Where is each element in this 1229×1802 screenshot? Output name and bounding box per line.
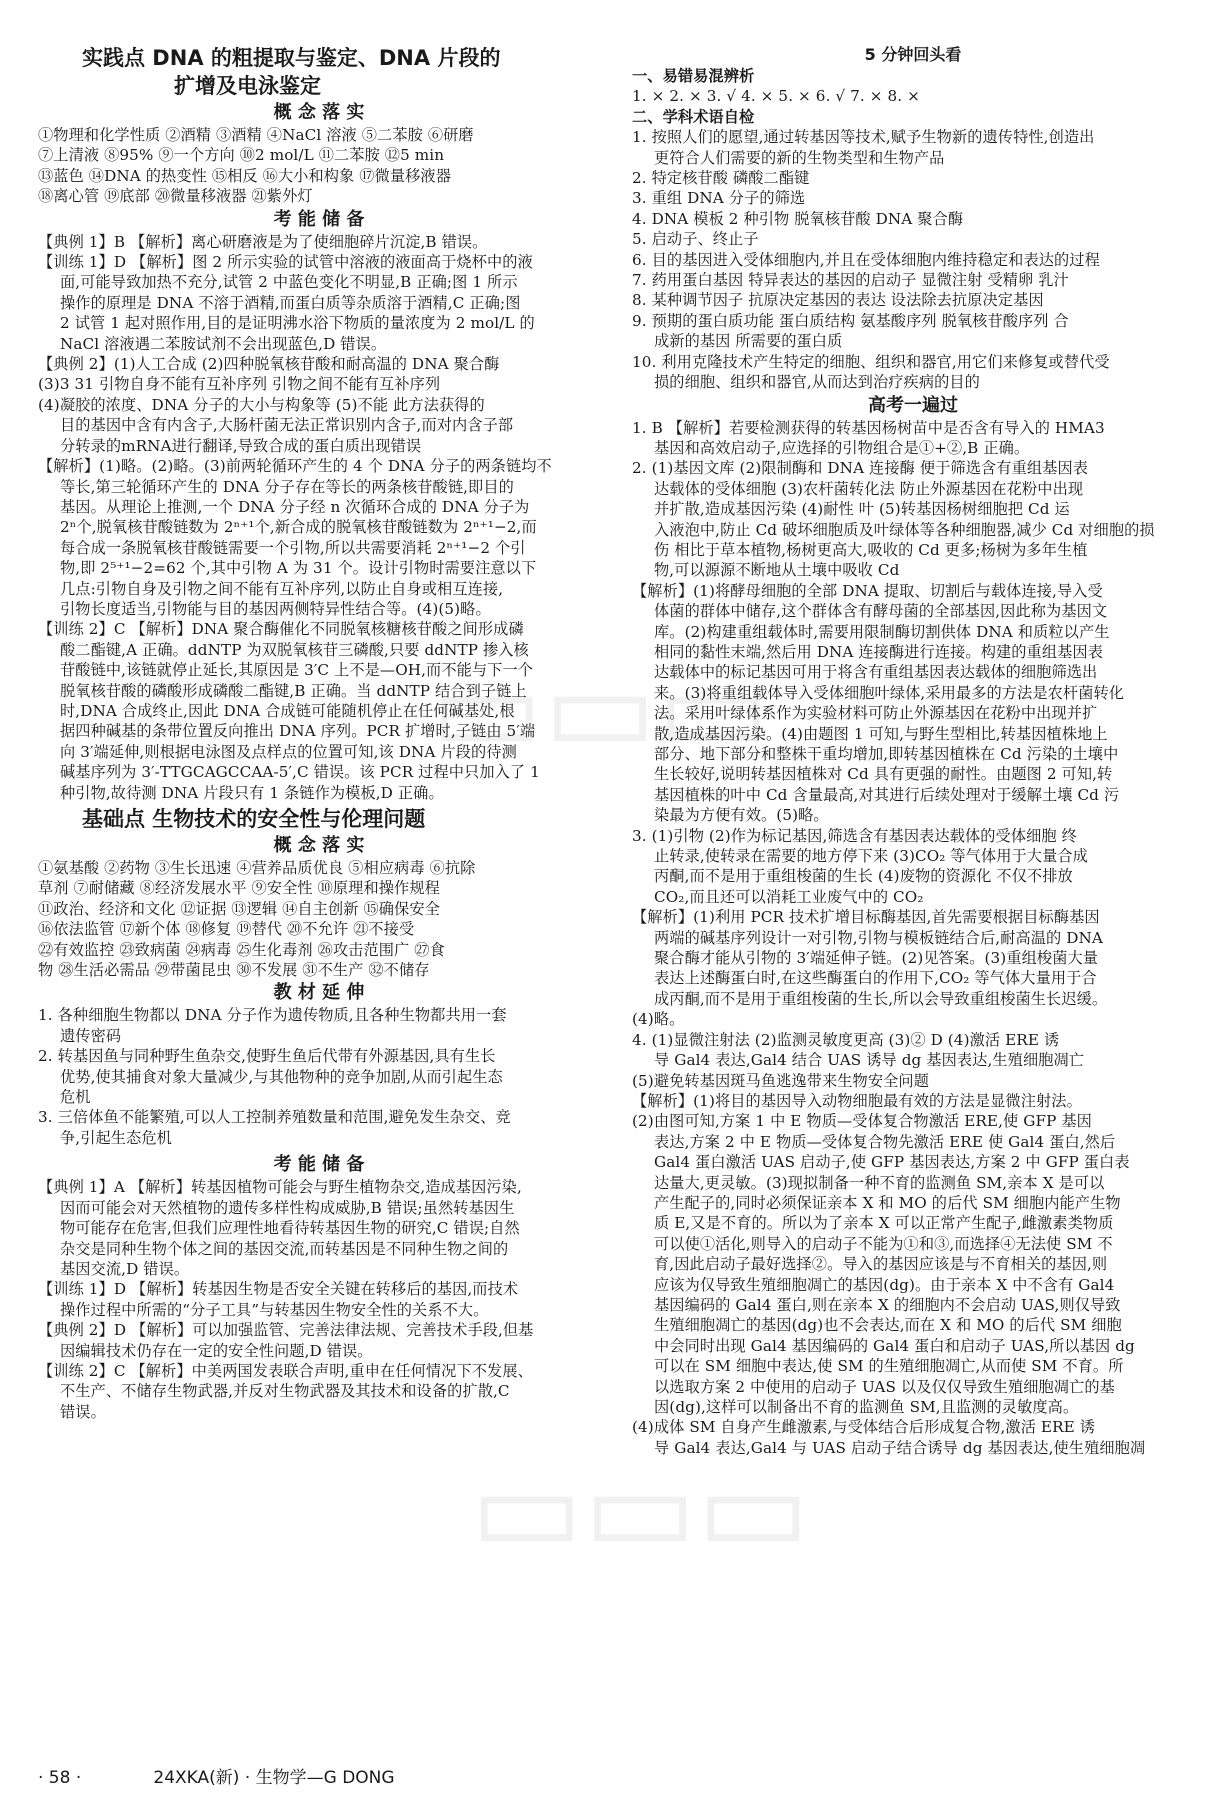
text-line: 向 3′端延伸,则根据电泳图及点样点的位置可知,该 DNA 片段的待测 (60, 742, 517, 761)
text-line: 10. 利用克隆技术产生特定的细胞、组织和器官,用它们来修复或替代受 (632, 352, 1110, 371)
text-line: 分转录的mRNA进行翻译,导致合成的蛋白质出现错误 (60, 436, 422, 455)
heading-textbook-extension: 教 材 延 伸 (273, 982, 365, 1004)
text-line: NaCl 溶液遇二苯胺试剂不会出现蓝色,D 错误。 (60, 334, 387, 353)
text-line: Gal4 蛋白激活 UAS 启动子,使 GFP 基因表达,方案 2 中 GFP 蛋白表 (654, 1153, 1130, 1172)
text-line: 9. 预期的蛋白质功能 蛋白质结构 氨基酸序列 脱氧核苷酸序列 合 (632, 311, 1069, 330)
text-line: 基因编码的 Gal4 蛋白,则在亲本 X 的细胞内不会启动 UAS,则仅导致 (654, 1295, 1121, 1314)
text-line: 生长较好,说明转基因植株对 Cd 具有更强的耐性。由题图 2 可知,转 (654, 765, 1113, 784)
heading-ability-2: 考 能 储 备 (273, 1154, 365, 1176)
text-line: 【解析】(1)将酵母细胞的全部 DNA 提取、切割后与载体连接,导入受 (632, 581, 1103, 600)
text-line: 表达上述酶蛋白时,在这些酶蛋白的作用下,CO₂ 等气体大量用于合 (654, 969, 1097, 988)
text-line: 【典例 1】B 【解析】离心研磨液是为了使细胞碎片沉淀,B 错误。 (38, 232, 488, 251)
text-line: 相同的黏性末端,然后用 DNA 连接酶进行连接。构建的重组基因表 (654, 642, 1103, 661)
text-line: 苷酸链中,该链就停止延长,其原因是 3′C 上不是—OH,而不能与下一个 (60, 661, 534, 680)
text-line: 物 ㉘生活必需品 ㉙带菌昆虫 ㉚不发展 ㉛不生产 ㉜不储存 (38, 961, 430, 980)
text-line: ⑦上清液 ⑧95% ⑨一个方向 ⑩2 mol/L ⑪二苯胺 ⑫5 min (38, 146, 445, 165)
watermark-upper: ▭▭▭ (430, 640, 771, 779)
text-line: 优势,使其捕食对象大量减少,与其他物种的竞争加剧,从而引起生态 (60, 1067, 503, 1086)
concept-answers-1 (38, 125, 600, 207)
text-line: 面,可能导致加热不充分,试管 2 中蓝色变化不明显,B 正确;图 1 所示 (60, 273, 518, 292)
text-line: 伤 相比于草本植物,杨树更高大,吸收的 Cd 更多;杨树为多年生植 (654, 540, 1088, 559)
text-line: ①物理和化学性质 ②酒精 ③酒精 ④NaCl 溶液 ⑤二苯胺 ⑥研磨 (38, 126, 474, 144)
gaokao-answers (632, 418, 1194, 1459)
text-line: 更符合人们需要的新的生物类型和生物产品 (654, 148, 945, 167)
text-line: 聚合酶才能从引物的 3′端延伸子链。(2)见答案。(3)重组梭菌大量 (654, 949, 1099, 968)
text-line: 目的基因中含有内含子,大肠杆菌无法正常识别内含子,而对内含子部 (60, 416, 514, 435)
section-title-practice: 实践点 DNA 的粗提取与鉴定、DNA 片段的 (82, 46, 501, 70)
text-line: 【典例 2】(1)人工合成 (2)四种脱氧核苷酸和耐高温的 DNA 聚合酶 (38, 355, 500, 374)
text-line: 操作的原理是 DNA 不溶于酒精,而蛋白质等杂质溶于酒精,C 正确;图 (60, 293, 521, 312)
textbook-extension-answers (38, 1005, 600, 1148)
text-line: 1. 按照人们的愿望,通过转基因等技术,赋予生物新的遗传特性,创造出 (632, 128, 1095, 147)
text-line: 导 Gal4 表达,Gal4 结合 UAS 诱导 dg 基因表达,生殖细胞凋亡 (654, 1051, 1085, 1070)
text-line: 5. 启动子、终止子 (632, 230, 759, 249)
text-line: 碱基序列为 3′-TTGCAGCCAA-5′,C 错误。该 PCR 过程中只加入了 1 (60, 763, 540, 782)
text-line: 应该为仅导致生殖细胞凋亡的基因(dg)。由于亲本 X 中不含有 Gal4 (654, 1275, 1115, 1294)
text-line: ①氨基酸 ②药物 ③生长迅速 ④营养品质优良 ⑤相应病毒 ⑥抗除 (38, 859, 476, 877)
text-line: 3. 三倍体鱼不能繁殖,可以人工控制养殖数量和范围,避免发生杂交、竞 (38, 1108, 511, 1127)
left-column (38, 44, 600, 1422)
text-line: 每合成一条脱氧核苷酸链需要一个引物,所以共需要消耗 2ⁿ⁺¹−2 个引 (60, 538, 526, 557)
text-line: 法。采用叶绿体系作为实验材料可防止外源基因在花粉中出现并扩 (654, 704, 1098, 723)
heading-ability-1: 考 能 储 备 (273, 208, 365, 230)
text-line: 1. B 【解析】若要检测获得的转基因杨树苗中是否含有导入的 HMA3 (632, 418, 1105, 437)
text-line: 【典例 1】A 【解析】转基因植物可能会与野生植物杂交,造成基因污染, (38, 1178, 522, 1197)
text-line: 8. 某种调节因子 抗原决定基因的表达 设法除去抗原决定基因 (632, 291, 1044, 310)
text-line: 草剂 ⑦耐储藏 ⑧经济发展水平 ⑨安全性 ⑩原理和操作规程 (38, 879, 440, 898)
text-line: 入液泡中,防止 Cd 破坏细胞质及叶绿体等各种细胞器,减少 Cd 对细胞的损 (654, 520, 1155, 539)
text-line: 【训练 1】D 【解析】图 2 所示实验的试管中溶液的液面高于烧杯中的液 (38, 253, 533, 272)
text-line: CO₂,而且还可以消耗工业废气中的 CO₂ (654, 887, 924, 906)
text-line: 3. (1)引物 (2)作为标记基因,筛选含有基因表达载体的受体细胞 终 (632, 826, 1077, 845)
text-line: (4)凝胶的浓度、DNA 分子的大小与构象等 (5)不能 此方法获得的 (38, 395, 485, 414)
text-line: 6. 目的基因进入受体细胞内,并且在受体细胞内维持稳定和表达的过程 (632, 250, 1100, 269)
text-line: 达载体的受体细胞 (3)农杆菌转化法 防止外源基因在花粉中出现 (654, 479, 1084, 498)
text-line: 体菌的群体中储存,这个群体含有酵母菌的全部基因,因此称为基因文 (654, 602, 1108, 621)
text-line: 基因。从理论上推测,一个 DNA 分子经 n 次循环合成的 DNA 分子为 (60, 497, 530, 516)
text-line: 来。(3)将重组载体导入受体细胞叶绿体,采用最多的方法是农杆菌转化 (654, 683, 1125, 702)
text-line: 部分、地下部分和整株干重均增加,即转基因植株在 Cd 污染的土壤中 (654, 745, 1119, 763)
book-code: 24XKA(新) · 生物学—G DONG (153, 1768, 395, 1788)
text-line: ⑬蓝色 ⑭DNA 的热变性 ⑮相反 ⑯大小和构象 ⑰微量移液器 (38, 166, 451, 185)
text-line: 表达,方案 2 中 E 物质—受体复合物先激活 ERE 使 Gal4 蛋白,然后 (654, 1132, 1116, 1151)
text-line: 物,即 2⁵⁺¹−2=62 个,其中引物 A 为 31 个。设计引物时需要注意以下 (60, 559, 537, 578)
section-title-basic: 基础点 生物技术的安全性与伦理问题 (82, 807, 426, 831)
text-line: 物可能存在危害,但我们应理性地看待转基因生物的研究,C 错误;自然 (60, 1219, 520, 1238)
text-line: 操作过程中所需的“分子工具”与转基因生物安全性的关系不大。 (60, 1300, 489, 1319)
text-line: 染最为方便有效。(5)略。 (654, 806, 829, 825)
text-line: 因(dg),这样可以制备出不育的监测鱼 SM,且监测的灵敏度高。 (654, 1398, 1079, 1416)
text-line: 【解析】(1)将目的基因导入动物细胞最有效的方法是显微注射法。 (632, 1091, 1082, 1110)
text-line: 3. 重组 DNA 分子的筛选 (632, 189, 806, 208)
heading-concept-2: 概 念 落 实 (273, 835, 365, 856)
heading-gaokao: 高考一遍过 (868, 394, 958, 416)
text-line: 止转录,使转录在需要的地方停下来 (3)CO₂ 等气体用于大量合成 (654, 847, 1088, 866)
text-line: (5)避免转基因斑马鱼逃逸带来生物安全问题 (632, 1071, 929, 1090)
text-line: 物,可以源源不断地从土壤中吸收 Cd (654, 561, 900, 580)
text-line: 基因植株的叶中 Cd 含量最高,对其进行后续处理对于缓解土壤 Cd 污 (654, 785, 1120, 804)
text-line: 并扩散,造成基因污染 (4)耐性 叶 (5)转基因杨树细胞把 Cd 运 (654, 500, 1070, 519)
text-line: 危机 (60, 1088, 91, 1107)
text-line: 遗传密码 (60, 1026, 122, 1045)
page-footer (38, 1763, 738, 1788)
text-line: 2. (1)基因文库 (2)限制酶和 DNA 连接酶 便于筛选含有重组基因表 (632, 459, 1089, 478)
term-answers (632, 127, 1194, 392)
text-line: 2ⁿ个,脱氧核苷酸链数为 2ⁿ⁺¹个,新合成的脱氧核苷酸链数为 2ⁿ⁺¹−2,而 (60, 518, 537, 537)
text-line: 丙酮,而不是用于重组梭菌的生长 (4)废物的资源化 不仅不排放 (654, 867, 1073, 886)
text-line: ⑯依法监管 ⑰新个体 ⑱修复 ⑲替代 ⑳不允许 ㉑不接受 (38, 920, 415, 939)
ability-answers-2 (38, 1177, 600, 1422)
text-line: 【训练 2】C 【解析】中美两国发表联合声明,重申在任何情况下不发展、 (38, 1361, 533, 1380)
judgement-answers: 1. × 2. × 3. √ 4. × 5. × 6. √ 7. × 8. × (632, 87, 920, 106)
text-line: 生殖细胞凋亡的基因(dg)也不会表达,而在 X 和 MO 的后代 SM 细胞 (654, 1316, 1122, 1335)
text-line: 达载体中的标记基因可用于将含有重组基因表达载体的细胞筛选出 (654, 663, 1098, 682)
text-line: 杂交是同种生物个体之间的基因交流,而转基因是不同种生物之间的 (60, 1239, 509, 1258)
text-line: 2 试管 1 起对照作用,目的是证明沸水浴下物质的量浓度为 2 mol/L 的 (60, 314, 535, 333)
text-line: 【解析】(1)略。(2)略。(3)前两轮循环产生的 4 个 DNA 分子的两条链均不 (38, 457, 552, 476)
text-line: 7. 药用蛋白基因 特异表达的基因的启动子 显微注射 受精卵 乳汁 (632, 271, 1069, 290)
text-line: 散,造成基因污染。(4)由题图 1 可知,与野生型相比,转基因植株地上 (654, 724, 1108, 743)
text-line: (3)3 31 引物自身不能有互补序列 引物之间不能有互补序列 (38, 375, 441, 394)
text-line: 质 E,又是不育的。所以为了亲本 X 可以正常产生配子,雌激素类物质 (654, 1214, 1114, 1233)
text-line: 争,引起生态危机 (60, 1128, 172, 1147)
text-line: 库。(2)构建重组载体时,需要用限制酶切割供体 DNA 和质粒以产生 (654, 622, 1110, 641)
text-line: 等长,第三轮循环产生的 DNA 分子存在等长的两条核苷酸链,即目的 (60, 477, 514, 496)
text-line: 引物长度适当,引物能与目的基因两侧特异性结合等。(4)(5)略。 (60, 599, 491, 618)
text-line: 据四种碱基的条带位置反向推出 DNA 序列。PCR 扩增时,子链由 5′端 (60, 722, 536, 741)
text-line: 可以在 SM 细胞中表达,使 SM 的生殖细胞凋亡,从而使 SM 不育。所 (654, 1357, 1124, 1376)
text-line: 导 Gal4 表达,Gal4 与 UAS 启动子结合诱导 dg 基因表达,使生殖细胞凋 (654, 1438, 1146, 1457)
text-line: 2. 特定核苷酸 磷酸二酯键 (632, 169, 810, 188)
text-line: 两端的碱基序列设计一对引物,引物与模板链结合后,耐高温的 DNA (654, 928, 1103, 947)
text-line: 几点:引物自身及引物之间不能有互补序列,以防止自身或相互连接, (60, 579, 504, 598)
text-line: 因编辑技术仍存在一定的安全性问题,D 错误。 (60, 1341, 373, 1360)
ability-answers-1 (38, 232, 600, 803)
text-line: (4)成体 SM 自身产生雌激素,与受体结合后形成复合物,激活 ERE 诱 (632, 1418, 1096, 1437)
text-line: 基因交流,D 错误。 (60, 1259, 190, 1278)
text-line: 4. DNA 模板 2 种引物 脱氧核苷酸 DNA 聚合酶 (632, 209, 964, 228)
subheading-terms: 二、学科术语自检 (632, 107, 755, 126)
text-line: 中会同时出现 Gal4 基因编码的 Gal4 蛋白和启动子 UAS,所以基因 dg (654, 1336, 1135, 1355)
page-number: · 58 · (38, 1768, 82, 1788)
text-line: 【训练 1】D 【解析】转基因生物是否安全关键在转移后的基因,而技术 (38, 1280, 519, 1299)
section-title-practice-cont: 扩增及电泳鉴定 (174, 74, 321, 98)
text-line: 以选取方案 2 中使用的启动子 UAS 以及仅仅导致生殖细胞凋亡的基 (654, 1377, 1115, 1396)
text-line: 种引物,故待测 DNA 片段只有 1 条链作为模板,D 正确。 (60, 783, 444, 802)
text-line: 不生产、不储存生物武器,并反对生物武器及其技术和设备的扩散,C (60, 1382, 510, 1401)
text-line: 可以使①活化,则导入的启动子不能为①和③,而选择④无法使 SM 不 (654, 1234, 1113, 1253)
text-line: 【典例 2】D 【解析】可以加强监管、完善法律法规、完善技术手段,但基 (38, 1321, 534, 1340)
text-line: 损的细胞、组织和器官,从而达到治疗疾病的目的 (654, 373, 980, 392)
text-line: ⑪政治、经济和文化 ⑫证据 ⑬逻辑 ⑭自主创新 ⑮确保安全 (38, 899, 440, 918)
subheading-error-prone: 一、易错易混辨析 (632, 67, 755, 85)
text-line: 2. 转基因鱼与同种野生鱼杂交,使野生鱼后代带有外源基因,具有生长 (38, 1047, 496, 1066)
text-line: 错误。 (60, 1402, 106, 1421)
watermark-lower: ▭▭▭ (470, 1440, 811, 1579)
text-line: 成新的基因 所需要的蛋白质 (654, 332, 843, 351)
text-line: (4)略。 (632, 1010, 685, 1029)
text-line: 育,因此启动子最好选择②。导入的基因应该是与不育相关的基因,则 (654, 1255, 1108, 1274)
text-line: 时,DNA 合成终止,因此 DNA 合成链可能随机停止在任何碱基处,根 (60, 701, 515, 720)
text-line: 达量大,更灵敏。(3)现拟制备一种不育的监测鱼 SM,亲本 X 是可以 (654, 1173, 1105, 1192)
text-line: 【训练 2】C 【解析】DNA 聚合酶催化不同脱氧核糖核苷酸之间形成磷 (38, 620, 524, 639)
text-line: ㉒有效监控 ㉓致病菌 ㉔病毒 ㉕生化毒剂 ㉖攻击范围广 ㉗食 (38, 940, 445, 959)
right-column (632, 44, 1194, 1458)
text-line: 1. 各种细胞生物都以 DNA 分子作为遗传物质,且各种生物都共用一套 (38, 1006, 507, 1025)
text-line: 酸二酯键,A 正确。ddNTP 为双脱氧核苷三磷酸,只要 ddNTP 掺入核 (60, 640, 529, 659)
concept-answers-2 (38, 858, 600, 980)
heading-concept-1: 概 念 落 实 (273, 102, 365, 123)
text-line: 产生配子的,同时必须保证亲本 X 和 MO 的后代 SM 细胞内能产生物 (654, 1193, 1121, 1212)
text-line: 成丙酮,而不是用于重组梭菌的生长,所以会导致重组梭菌生长迟缓。 (654, 989, 1108, 1008)
text-line: 因而可能会对天然植物的遗传多样性构成威胁,B 错误;虽然转基因生 (60, 1198, 515, 1217)
text-line: ⑱离心管 ⑲底部 ⑳微量移液器 ㉑紫外灯 (38, 187, 313, 206)
text-line: 4. (1)显微注射法 (2)监测灵敏度更高 (3)② D (4)激活 ERE 诱 (632, 1030, 1060, 1049)
text-line: (2)由图可知,方案 1 中 E 物质—受体复合物激活 ERE,使 GFP 基因 (632, 1112, 1092, 1131)
heading-five-minute-review: 5 分钟回头看 (864, 45, 962, 64)
text-line: 脱氧核苷酸的磷酸形成磷酸二酯键,B 正确。当 ddNTP 结合到子链上 (60, 681, 527, 700)
text-line: 基因和高效启动子,应选择的引物组合是①+②,B 正确。 (654, 438, 1030, 457)
text-line: 【解析】(1)利用 PCR 技术扩增目标酶基因,首先需要根据目标酶基因 (632, 908, 1100, 927)
